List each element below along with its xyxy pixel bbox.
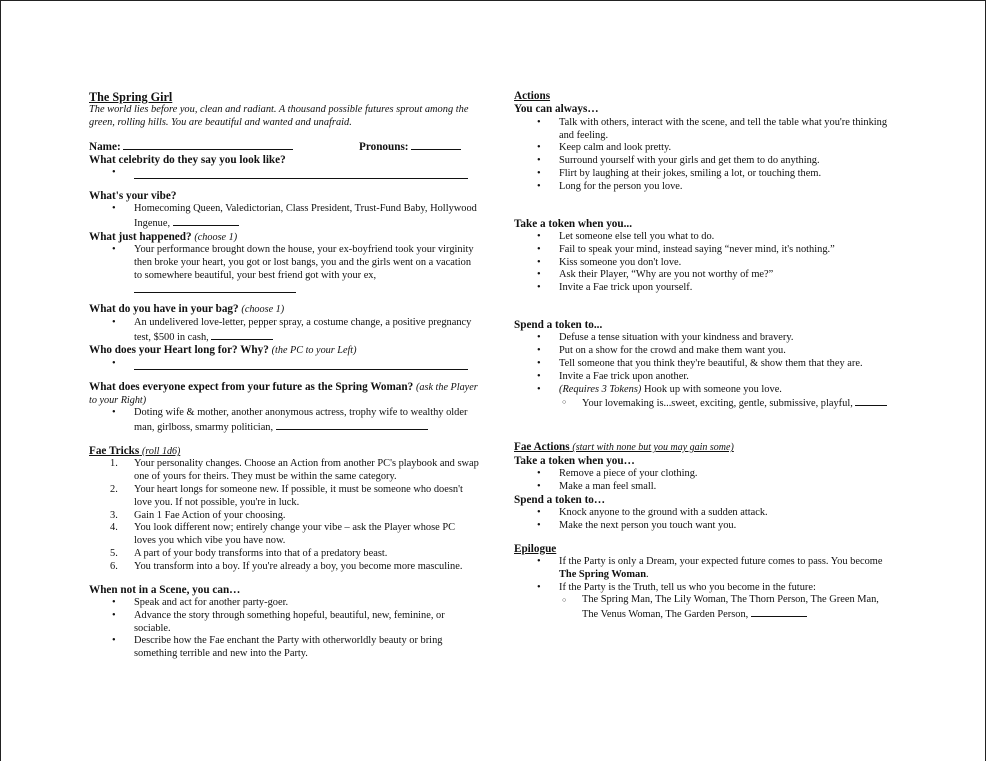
fae-trick-item: 5. A part of your body transforms into that of a predatory beast. — [110, 547, 388, 559]
future-note: (ask the Player to your Right) — [89, 381, 478, 406]
celebrity-list — [89, 167, 479, 184]
take-token-heading: Take a token when you... — [514, 217, 633, 230]
fae-take-list — [514, 468, 894, 494]
future-question: What does everyone expect from your future as the Spring Woman? (ask the Player to your Right) — [89, 380, 478, 406]
happened-note: (choose 1) — [194, 231, 238, 243]
list-item: • Knock anyone to the ground with a sudden attack. — [514, 507, 894, 520]
fae-trick-item: 3. Gain 1 Fae Action of your choosing. — [110, 509, 286, 521]
vibe-field[interactable] — [173, 216, 239, 226]
list-item: • Make a man feel small. — [514, 481, 894, 494]
list-item: • Let someone else tell you what to do. — [514, 231, 894, 244]
list-item: • Fail to speak your mind, instead saying “never mind, it's nothing.” — [514, 244, 894, 257]
fae-actions-note: (start with none but you may gain some) — [572, 442, 734, 454]
vibe-options-item — [89, 203, 479, 231]
always-heading: You can always… — [514, 103, 599, 116]
fae-actions-heading: Fae Actions (start with none but you may gain some) — [514, 441, 734, 454]
list-item: • Put on a show for the crowd and make them want you. — [514, 345, 894, 358]
list-item: • Long for the person you love. — [514, 181, 894, 194]
hookup-item: • (Requires 3 Tokens) Hook up with someone you love. — [514, 384, 894, 397]
fae-tricks-heading: Fae Tricks (roll 1d6) — [89, 445, 181, 457]
bag-question: What do you have in your bag? (choose 1) — [89, 303, 285, 316]
list-item: • Invite a Fae trick upon another. — [514, 371, 894, 384]
fae-tricks-list — [89, 458, 479, 573]
heart-answer — [89, 358, 479, 375]
heart-question: Who does your Heart long for? Why? (the PC to your Left) — [89, 344, 357, 357]
spend-token-heading: Spend a token to... — [514, 318, 603, 331]
list-item: • Describe how the Fae enchant the Party with otherworldly beauty or bring something terrible and new into the Party. — [89, 635, 479, 661]
actions-heading: Actions — [514, 90, 551, 102]
epilogue-options-item: ○ The Spring Man, The Lily Woman, The Thorn Person, The Green Man, The Venus Woman, The Garden Person, — [514, 594, 894, 622]
heart-field[interactable] — [134, 358, 468, 370]
list-item: • Speak and act for another party-goer. — [89, 597, 479, 610]
list-item: • Kiss someone you don't love. — [514, 257, 894, 270]
name-label: Name: — [89, 140, 121, 153]
not-in-scene-heading: When not in a Scene, you can… — [89, 583, 241, 596]
list-item: • Make the next person you touch want you. — [514, 520, 894, 533]
list-item: • Ask their Player, “Why are you not worthy of me?” — [514, 269, 894, 282]
list-item: • Keep calm and look pretty. — [514, 142, 894, 155]
list-item: • Advance the story through something hopeful, beautiful, new, feminine, or sociable. — [89, 610, 479, 636]
future-field[interactable] — [276, 420, 428, 430]
fae-take-heading: Take a token when you… — [514, 454, 635, 467]
list-item: • Flirt by laughing at their jokes, smiling a lot, or touching them. — [514, 168, 894, 181]
heart-note: (the PC to your Left) — [271, 345, 357, 357]
list-item: • Tell someone that you think they're beautiful, & show them that they are. — [514, 358, 894, 371]
take-token-list — [514, 231, 894, 295]
epilogue-dream-item: • If the Party is only a Dream, your expected future comes to pass. You become The Spring Woman. — [514, 556, 894, 582]
celebrity-field[interactable] — [134, 167, 468, 179]
celebrity-answer — [89, 167, 479, 184]
playbook-intro: The world lies before you, clean and radiant. A thousand possible futures sprout among the green, rolling hills. You are beautiful and wanted and unafraid. — [89, 104, 469, 128]
lovemaking-item: ○ Your lovemaking is...sweet, exciting, gentle, submissive, playful, — [514, 396, 894, 411]
list-item: • Defuse a tense situation with your kindness and bravery. — [514, 332, 894, 345]
spend-token-list — [514, 332, 894, 396]
always-list — [514, 117, 894, 194]
bag-options: An undelivered love-letter, pepper spray, a costume change, a positive pregnancy test, $500 in cash, — [134, 316, 472, 343]
list-item: • Talk with others, interact with the scene, and tell the table what you're thinking and feeling. — [514, 117, 894, 143]
spring-woman-text: The Spring Woman — [559, 568, 647, 580]
lovemaking-field[interactable] — [855, 396, 887, 406]
happened-field[interactable] — [134, 283, 296, 293]
bag-note: (choose 1) — [241, 304, 285, 316]
name-pronouns-row — [89, 140, 479, 154]
fae-trick-item: 6. You transform into a boy. If you're already a boy, you become more masculine. — [110, 560, 463, 572]
name-field[interactable] — [123, 140, 293, 150]
fae-tricks-note: (roll 1d6) — [142, 446, 181, 457]
pronouns-label: Pronouns: — [359, 140, 409, 153]
bag-options-item — [89, 317, 479, 345]
epilogue-heading: Epilogue — [514, 542, 557, 555]
future-options: Doting wife & mother, another anonymous actress, trophy wife to wealthy older man, girlboss, smarmy politician, — [134, 407, 468, 434]
future-options-item — [89, 407, 479, 435]
vibe-question: What's your vibe? — [89, 189, 177, 202]
pronouns-field[interactable] — [411, 140, 461, 150]
right-column — [514, 90, 894, 622]
epilogue-truth-item: • If the Party is the Truth, tell us who you become in the future: — [514, 582, 894, 595]
list-item: • Surround yourself with your girls and get them to do anything. — [514, 155, 894, 168]
fae-trick-item: 4. You look different now; entirely change your vibe – ask the Player whose PC loves you which vibe you have now. — [110, 522, 456, 547]
left-column — [89, 90, 479, 661]
vibe-options: Homecoming Queen, Valedictorian, Class President, Trust-Fund Baby, Hollywood Ingenue, — [134, 203, 477, 229]
bag-field[interactable] — [211, 330, 273, 340]
fae-spend-list — [514, 507, 894, 533]
fae-spend-heading: Spend a token to… — [514, 493, 606, 506]
celebrity-question: What celebrity do they say you look like? — [89, 153, 286, 166]
happened-options-item — [89, 244, 479, 297]
list-item: • Invite a Fae trick upon yourself. — [514, 282, 894, 295]
epilogue-field[interactable] — [751, 607, 807, 617]
fae-trick-item: 1. Your personality changes. Choose an Action from another PC's playbook and swap one of yours for theirs. They must be within the same category. — [110, 458, 479, 483]
happened-question: What just happened? (choose 1) — [89, 230, 238, 243]
fae-trick-item: 2. Your heart longs for someone new. If possible, it must be someone who doesn't love you. If not possible, you're in luck. — [110, 484, 463, 508]
epilogue-list — [514, 556, 894, 594]
playbook-title: The Spring Girl — [89, 90, 173, 104]
list-item: • Remove a piece of your clothing. — [514, 468, 894, 481]
hookup-note: (Requires 3 Tokens) — [559, 383, 642, 395]
not-in-scene-list — [89, 597, 479, 661]
happened-options: Your performance brought down the house, your ex-boyfriend took your virginity then broke your heart, you got or lost bangs, you and the girls went on a vacation to somewhere beautiful, your best friend got with your ex, — [134, 244, 474, 281]
